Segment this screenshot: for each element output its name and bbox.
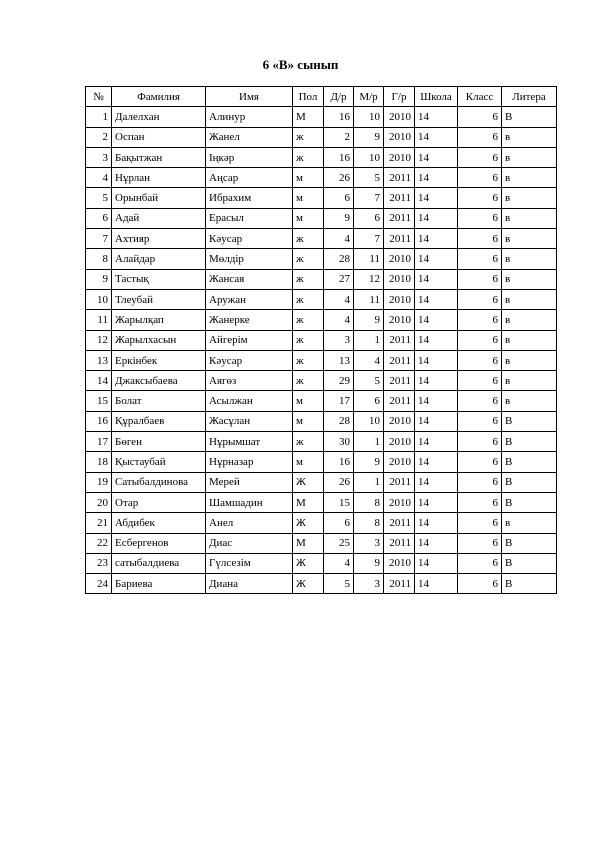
cell-birth-year: 2011: [384, 533, 415, 553]
cell-surname: Далелхан: [112, 107, 206, 127]
table-row: [86, 553, 557, 573]
cell-gender: м: [293, 168, 324, 188]
cell-birth-day: 27: [324, 269, 354, 289]
cell-letter: В: [502, 492, 557, 512]
cell-name: Диас: [206, 533, 293, 553]
cell-birth-month: 1: [354, 330, 384, 350]
cell-class: 6: [458, 168, 502, 188]
table-row: [86, 533, 557, 553]
cell-name: Мөлдір: [206, 249, 293, 269]
cell-birth-year: 2010: [384, 107, 415, 127]
table-row: [86, 147, 557, 167]
cell-school: 14: [415, 208, 458, 228]
cell-birth-year: 2010: [384, 452, 415, 472]
cell-surname: Отар: [112, 492, 206, 512]
cell-gender: ж: [293, 269, 324, 289]
cell-birth-month: 11: [354, 249, 384, 269]
cell-birth-month: 1: [354, 432, 384, 452]
cell-name: Ибрахим: [206, 188, 293, 208]
cell-birth-year: 2011: [384, 330, 415, 350]
cell-school: 14: [415, 168, 458, 188]
cell-name: Жансая: [206, 269, 293, 289]
cell-name: Нұрназар: [206, 452, 293, 472]
student-table: [85, 86, 557, 594]
table-row: [86, 574, 557, 594]
cell-birth-year: 2011: [384, 472, 415, 492]
cell-class: 6: [458, 188, 502, 208]
cell-letter: в: [502, 188, 557, 208]
cell-class: 6: [458, 107, 502, 127]
cell-school: 14: [415, 289, 458, 309]
cell-gender: М: [293, 533, 324, 553]
cell-birth-month: 12: [354, 269, 384, 289]
cell-birth-month: 10: [354, 107, 384, 127]
cell-surname: Оспан: [112, 127, 206, 147]
cell-birth-year: 2010: [384, 432, 415, 452]
header-class: Класс: [458, 87, 502, 107]
cell-number: 24: [86, 574, 112, 594]
cell-surname: Джаксыбаева: [112, 371, 206, 391]
cell-gender: ж: [293, 371, 324, 391]
header-birth-year: Г/р: [384, 87, 415, 107]
cell-gender: ж: [293, 330, 324, 350]
cell-gender: М: [293, 107, 324, 127]
cell-school: 14: [415, 330, 458, 350]
cell-school: 14: [415, 310, 458, 330]
cell-number: 1: [86, 107, 112, 127]
table-row: [86, 107, 557, 127]
cell-class: 6: [458, 229, 502, 249]
cell-gender: ж: [293, 229, 324, 249]
cell-number: 2: [86, 127, 112, 147]
cell-birth-day: 29: [324, 371, 354, 391]
cell-birth-day: 2: [324, 127, 354, 147]
cell-birth-year: 2010: [384, 269, 415, 289]
cell-name: Жанерке: [206, 310, 293, 330]
cell-class: 6: [458, 472, 502, 492]
cell-name: Іңкәр: [206, 147, 293, 167]
cell-letter: В: [502, 472, 557, 492]
cell-birth-year: 2011: [384, 350, 415, 370]
header-school: Школа: [415, 87, 458, 107]
cell-number: 5: [86, 188, 112, 208]
cell-school: 14: [415, 533, 458, 553]
cell-surname: Жарылқап: [112, 310, 206, 330]
cell-birth-year: 2010: [384, 127, 415, 147]
cell-birth-month: 5: [354, 371, 384, 391]
cell-birth-month: 6: [354, 391, 384, 411]
cell-birth-day: 17: [324, 391, 354, 411]
cell-gender: Ж: [293, 513, 324, 533]
cell-birth-year: 2010: [384, 310, 415, 330]
cell-name: Ерасыл: [206, 208, 293, 228]
cell-number: 17: [86, 432, 112, 452]
cell-number: 21: [86, 513, 112, 533]
cell-letter: В: [502, 452, 557, 472]
cell-gender: м: [293, 208, 324, 228]
cell-letter: В: [502, 107, 557, 127]
cell-birth-day: 6: [324, 188, 354, 208]
header-number: №: [86, 87, 112, 107]
cell-letter: в: [502, 168, 557, 188]
cell-birth-year: 2011: [384, 229, 415, 249]
cell-birth-month: 9: [354, 310, 384, 330]
cell-class: 6: [458, 492, 502, 512]
cell-class: 6: [458, 391, 502, 411]
cell-name: Аңсар: [206, 168, 293, 188]
cell-class: 6: [458, 269, 502, 289]
cell-birth-month: 6: [354, 208, 384, 228]
cell-name: Айгерім: [206, 330, 293, 350]
cell-surname: Нұрлан: [112, 168, 206, 188]
cell-letter: в: [502, 229, 557, 249]
cell-number: 8: [86, 249, 112, 269]
header-letter: Литера: [502, 87, 557, 107]
cell-birth-month: 7: [354, 229, 384, 249]
cell-school: 14: [415, 432, 458, 452]
cell-class: 6: [458, 208, 502, 228]
cell-school: 14: [415, 107, 458, 127]
cell-birth-month: 3: [354, 574, 384, 594]
cell-number: 9: [86, 269, 112, 289]
cell-birth-year: 2011: [384, 391, 415, 411]
table-row: [86, 513, 557, 533]
cell-number: 11: [86, 310, 112, 330]
cell-gender: м: [293, 452, 324, 472]
cell-class: 6: [458, 553, 502, 573]
cell-letter: в: [502, 310, 557, 330]
table-row: [86, 168, 557, 188]
cell-birth-year: 2011: [384, 168, 415, 188]
cell-surname: Еркінбек: [112, 350, 206, 370]
cell-number: 13: [86, 350, 112, 370]
cell-name: Диана: [206, 574, 293, 594]
cell-letter: в: [502, 330, 557, 350]
cell-birth-month: 9: [354, 452, 384, 472]
cell-number: 4: [86, 168, 112, 188]
cell-birth-day: 4: [324, 289, 354, 309]
table-row: [86, 310, 557, 330]
table-row: [86, 411, 557, 431]
cell-birth-year: 2010: [384, 553, 415, 573]
cell-school: 14: [415, 229, 458, 249]
table-row: [86, 472, 557, 492]
cell-name: Шамшадин: [206, 492, 293, 512]
cell-birth-month: 8: [354, 513, 384, 533]
header-surname: Фамилия: [112, 87, 206, 107]
cell-name: Мерей: [206, 472, 293, 492]
cell-birth-day: 30: [324, 432, 354, 452]
cell-gender: ж: [293, 147, 324, 167]
cell-letter: в: [502, 249, 557, 269]
cell-surname: Жарылхасын: [112, 330, 206, 350]
cell-birth-day: 26: [324, 168, 354, 188]
table-row: [86, 371, 557, 391]
cell-letter: в: [502, 208, 557, 228]
cell-number: 23: [86, 553, 112, 573]
cell-number: 10: [86, 289, 112, 309]
cell-birth-day: 9: [324, 208, 354, 228]
cell-surname: сатыбалдиева: [112, 553, 206, 573]
table-row: [86, 269, 557, 289]
cell-school: 14: [415, 147, 458, 167]
table-row: [86, 452, 557, 472]
cell-number: 7: [86, 229, 112, 249]
cell-birth-month: 7: [354, 188, 384, 208]
cell-surname: Алайдар: [112, 249, 206, 269]
cell-surname: Болат: [112, 391, 206, 411]
cell-class: 6: [458, 432, 502, 452]
cell-letter: В: [502, 432, 557, 452]
table-body: [86, 107, 557, 594]
cell-birth-day: 16: [324, 452, 354, 472]
cell-letter: в: [502, 371, 557, 391]
cell-gender: М: [293, 492, 324, 512]
cell-class: 6: [458, 452, 502, 472]
cell-name: Анел: [206, 513, 293, 533]
cell-birth-day: 4: [324, 229, 354, 249]
cell-birth-day: 4: [324, 310, 354, 330]
table-header-row: [86, 87, 557, 107]
cell-birth-day: 15: [324, 492, 354, 512]
cell-birth-day: 13: [324, 350, 354, 370]
cell-number: 12: [86, 330, 112, 350]
cell-birth-year: 2010: [384, 289, 415, 309]
cell-school: 14: [415, 371, 458, 391]
cell-gender: ж: [293, 289, 324, 309]
cell-class: 6: [458, 574, 502, 594]
cell-number: 3: [86, 147, 112, 167]
cell-letter: В: [502, 533, 557, 553]
cell-surname: Адай: [112, 208, 206, 228]
cell-class: 6: [458, 350, 502, 370]
cell-birth-day: 28: [324, 411, 354, 431]
cell-name: Алинур: [206, 107, 293, 127]
cell-school: 14: [415, 472, 458, 492]
cell-gender: Ж: [293, 553, 324, 573]
cell-surname: Ахтияр: [112, 229, 206, 249]
cell-gender: м: [293, 411, 324, 431]
cell-birth-month: 1: [354, 472, 384, 492]
cell-surname: Құралбаев: [112, 411, 206, 431]
cell-name: Нұрымшат: [206, 432, 293, 452]
cell-class: 6: [458, 310, 502, 330]
cell-letter: в: [502, 513, 557, 533]
cell-birth-day: 25: [324, 533, 354, 553]
cell-number: 19: [86, 472, 112, 492]
cell-number: 16: [86, 411, 112, 431]
cell-gender: ж: [293, 127, 324, 147]
cell-birth-year: 2010: [384, 411, 415, 431]
cell-gender: ж: [293, 350, 324, 370]
cell-birth-year: 2010: [384, 147, 415, 167]
cell-birth-year: 2011: [384, 208, 415, 228]
cell-gender: м: [293, 391, 324, 411]
cell-number: 6: [86, 208, 112, 228]
cell-birth-month: 11: [354, 289, 384, 309]
cell-birth-year: 2011: [384, 371, 415, 391]
cell-number: 18: [86, 452, 112, 472]
cell-surname: Қыстаубай: [112, 452, 206, 472]
header-birth-month: М/р: [354, 87, 384, 107]
cell-letter: в: [502, 391, 557, 411]
table-row: [86, 432, 557, 452]
cell-birth-year: 2010: [384, 249, 415, 269]
cell-birth-month: 5: [354, 168, 384, 188]
cell-letter: в: [502, 350, 557, 370]
page-title: 6 «В» сынып: [262, 57, 339, 72]
table-row: [86, 350, 557, 370]
cell-birth-month: 3: [354, 533, 384, 553]
cell-name: Кәусар: [206, 350, 293, 370]
cell-birth-year: 2011: [384, 188, 415, 208]
cell-birth-month: 9: [354, 127, 384, 147]
cell-name: Асылжан: [206, 391, 293, 411]
cell-gender: ж: [293, 310, 324, 330]
cell-class: 6: [458, 249, 502, 269]
cell-class: 6: [458, 371, 502, 391]
cell-gender: ж: [293, 432, 324, 452]
cell-name: Аружан: [206, 289, 293, 309]
cell-class: 6: [458, 127, 502, 147]
cell-birth-day: 28: [324, 249, 354, 269]
cell-surname: Сатыбалдинова: [112, 472, 206, 492]
cell-surname: Тастық: [112, 269, 206, 289]
table-row: [86, 391, 557, 411]
cell-name: Жанел: [206, 127, 293, 147]
cell-class: 6: [458, 289, 502, 309]
cell-surname: Тлеубай: [112, 289, 206, 309]
cell-gender: Ж: [293, 574, 324, 594]
cell-school: 14: [415, 127, 458, 147]
cell-letter: в: [502, 147, 557, 167]
cell-birth-day: 3: [324, 330, 354, 350]
cell-school: 14: [415, 492, 458, 512]
table-row: [86, 229, 557, 249]
table-row: [86, 127, 557, 147]
cell-birth-day: 16: [324, 147, 354, 167]
cell-birth-year: 2010: [384, 492, 415, 512]
header-birth-day: Д/р: [324, 87, 354, 107]
cell-surname: Абдибек: [112, 513, 206, 533]
cell-school: 14: [415, 411, 458, 431]
cell-surname: Бөген: [112, 432, 206, 452]
cell-school: 14: [415, 249, 458, 269]
cell-birth-month: 4: [354, 350, 384, 370]
cell-school: 14: [415, 188, 458, 208]
cell-letter: в: [502, 269, 557, 289]
cell-letter: В: [502, 553, 557, 573]
cell-letter: в: [502, 289, 557, 309]
cell-birth-day: 6: [324, 513, 354, 533]
table-row: [86, 492, 557, 512]
cell-birth-day: 26: [324, 472, 354, 492]
cell-letter: в: [502, 127, 557, 147]
cell-school: 14: [415, 350, 458, 370]
cell-letter: В: [502, 574, 557, 594]
cell-surname: Есбергенов: [112, 533, 206, 553]
cell-gender: ж: [293, 249, 324, 269]
cell-name: Жасұлан: [206, 411, 293, 431]
cell-class: 6: [458, 147, 502, 167]
cell-gender: м: [293, 188, 324, 208]
cell-birth-month: 10: [354, 147, 384, 167]
table-row: [86, 330, 557, 350]
cell-school: 14: [415, 269, 458, 289]
cell-class: 6: [458, 533, 502, 553]
cell-school: 14: [415, 391, 458, 411]
cell-birth-year: 2011: [384, 513, 415, 533]
cell-birth-day: 5: [324, 574, 354, 594]
cell-birth-day: 16: [324, 107, 354, 127]
cell-birth-year: 2011: [384, 574, 415, 594]
table-row: [86, 188, 557, 208]
cell-number: 20: [86, 492, 112, 512]
cell-number: 22: [86, 533, 112, 553]
cell-birth-month: 10: [354, 411, 384, 431]
cell-surname: Бақытжан: [112, 147, 206, 167]
cell-school: 14: [415, 513, 458, 533]
cell-number: 14: [86, 371, 112, 391]
cell-name: Кәусар: [206, 229, 293, 249]
header-gender: Пол: [293, 87, 324, 107]
cell-class: 6: [458, 330, 502, 350]
cell-name: Аягөз: [206, 371, 293, 391]
cell-gender: Ж: [293, 472, 324, 492]
table-row: [86, 249, 557, 269]
cell-birth-day: 4: [324, 553, 354, 573]
cell-school: 14: [415, 553, 458, 573]
cell-birth-month: 9: [354, 553, 384, 573]
cell-name: Гүлсезім: [206, 553, 293, 573]
header-name: Имя: [206, 87, 293, 107]
cell-letter: В: [502, 411, 557, 431]
table-row: [86, 289, 557, 309]
cell-school: 14: [415, 452, 458, 472]
cell-school: 14: [415, 574, 458, 594]
cell-surname: Орынбай: [112, 188, 206, 208]
cell-class: 6: [458, 513, 502, 533]
cell-class: 6: [458, 411, 502, 431]
cell-number: 15: [86, 391, 112, 411]
cell-surname: Бариева: [112, 574, 206, 594]
cell-birth-month: 8: [354, 492, 384, 512]
table-row: [86, 208, 557, 228]
